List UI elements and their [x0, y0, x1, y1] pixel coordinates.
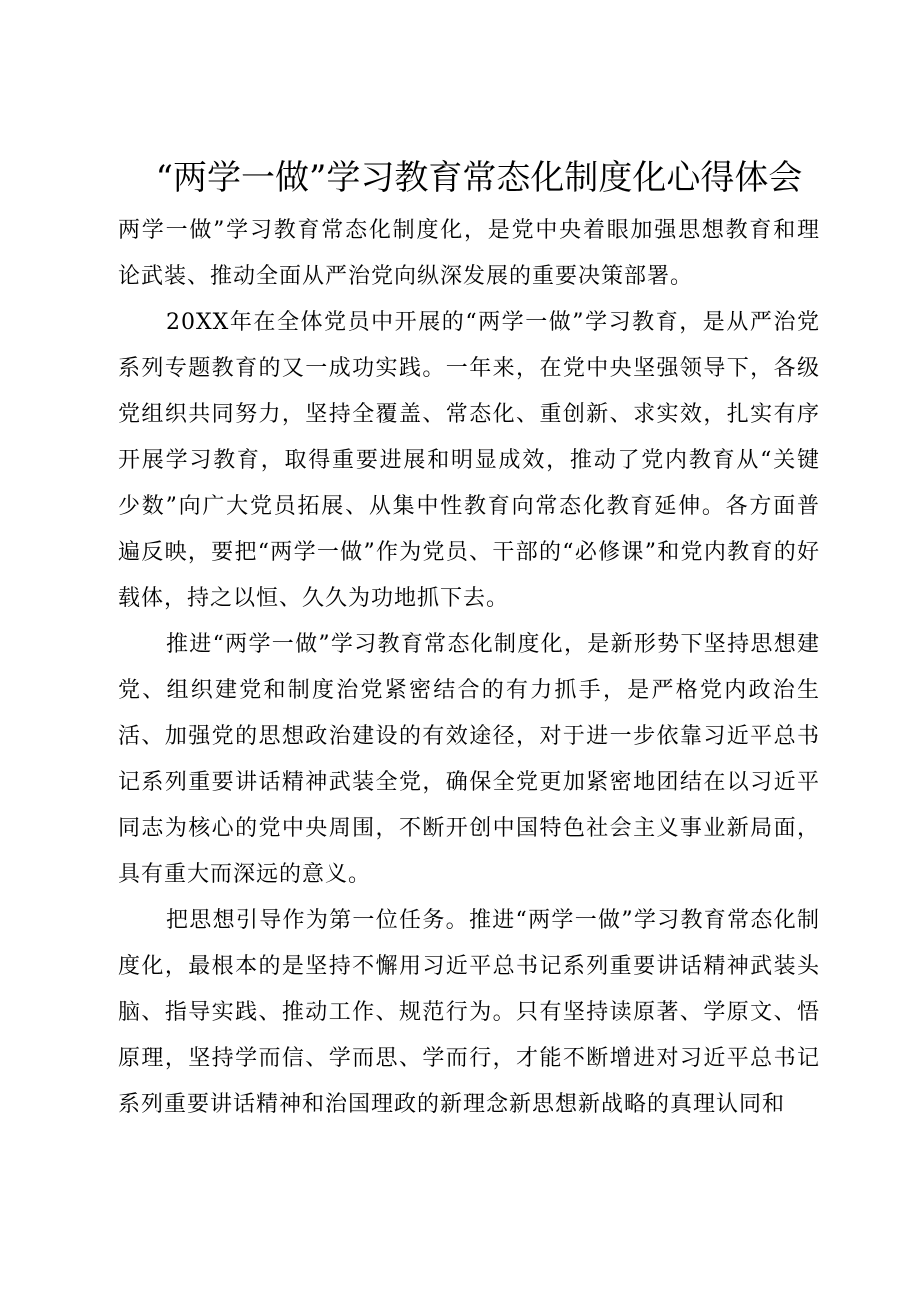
- document-body: [118, 208, 820, 1128]
- paragraph-3: 推进“两学一做”学习教育常态化制度化，是新形势下坚持思想建党、组织建党和制度治党紧密结合的有力抓手，是严格党内政治生活、加强党的思想政治建设的有效途径，对于进一步依靠习近平总书记系列重要讲话精神武装全党，确保全党更加紧密地团结在以习近平同志为核心的党中央周围，不断开创中国特色社会主义事业新局面，具有重大而深远的意义。: [118, 632, 820, 887]
- paragraph-1: 两学一做”学习教育常态化制度化，是党中央着眼加强思想教育和理论武装、推动全面从严治党向纵深发展的重要决策部署。: [118, 218, 820, 289]
- paragraph-2: 20XX年在全体党员中开展的“两学一做”学习教育，是从严治党系列专题教育的又一成功实践。一年来，在党中央坚强领导下，各级党组织共同努力，坚持全覆盖、常态化、重创新、求实效，扎实有序开展学习教育，取得重要进展和明显成效，推动了党内教育从“关键少数”向广大党员拓展、从集中性教育向常态化教育延伸。各方面普遍反映，要把“两学一做”作为党员、干部的“必修课”和党内教育的好载体，持之以恒、久久为功地抓下去。: [118, 310, 820, 611]
- paragraph-4: 把思想引导作为第一位任务。推进“两学一做”学习教育常态化制度化，最根本的是坚持不懈用习近平总书记系列重要讲话精神武装头脑、指导实践、推动工作、规范行为。只有坚持读原著、学原文、悟原理，坚持学而信、学而思、学而行，才能不断增进对习近平总书记系列重要讲话精神和治国理政的新理念新思想新战略的真理认同和: [118, 908, 820, 1117]
- document-title: “两学一做”学习教育常态化制度化心得体会: [155, 158, 803, 198]
